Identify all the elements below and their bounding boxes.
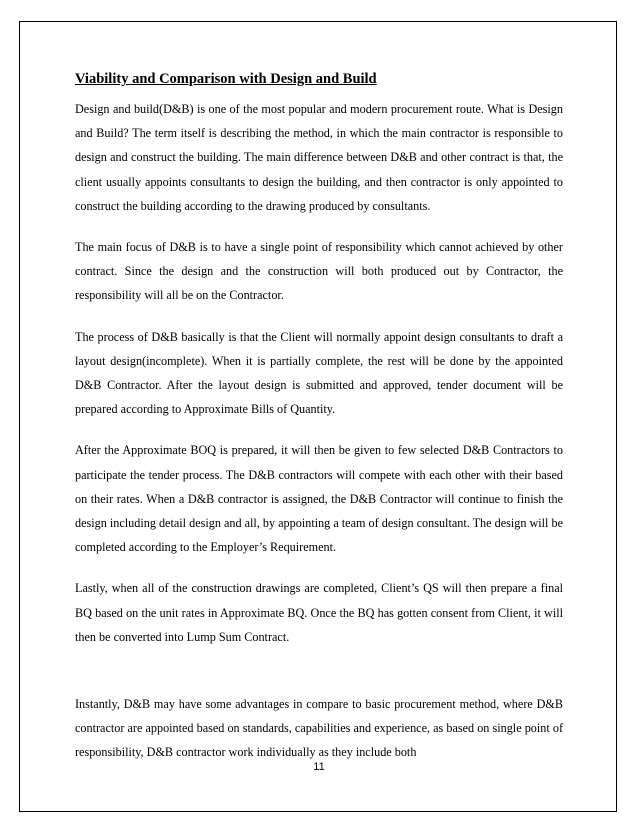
paragraph-advantages: Instantly, D&B may have some advantages in compare to basic procurement method, where D&B contractor are appointed based on standards, capabilities and experience, as based on single point of responsibility, D&B contractor work individually as they include both (75, 697, 563, 760)
paragraph-tender: After the Approximate BOQ is prepared, it will then be given to few selected D&B Contractors to participate the tender process. The D&B contractors will compete with each other with their based on their rates. When a D&B contractor is assigned, the D&B Contractor will continue to finish the design including detail design and all, by appointing a team of design consultant. The design will be completed according to the Employer’s Requirement. (75, 443, 563, 555)
section-heading: Viability and Comparison with Design and Build (75, 71, 377, 87)
paragraph-final-bq: Lastly, when all of the construction drawings are completed, Client’s QS will then prepare a final BQ based on the unit rates in Approximate BQ. Once the BQ has gotten consent from Client, it will then be converted into Lump Sum Contract. (75, 581, 563, 644)
page-number: 11 (313, 761, 325, 773)
paragraph-main-focus: The main focus of D&B is to have a single point of responsibility which cannot achieved by other contract. Since the design and the construction will both produced out by Contractor, the responsibility will all be on the Contractor. (75, 240, 563, 303)
paragraph-definition: Design and build(D&B) is one of the most popular and modern procurement route. What is Design and Build? The term itself is describing the method, in which the main contractor is responsible to design and construct the building. The main difference between D&B and other contract is that, the client usually appoints consultants to design the building, and then contractor is only appointed to construct the building according to the drawing produced by consultants. (75, 102, 563, 213)
document-body (75, 68, 563, 782)
paragraph-process: The process of D&B basically is that the Client will normally appoint design consultants to draft a layout design(incomplete). When it is partially complete, the rest will be done by the appointed D&B Contractor. After the layout design is submitted and approved, tender document will be prepared according to Approximate Bills of Quantity. (75, 329, 563, 417)
